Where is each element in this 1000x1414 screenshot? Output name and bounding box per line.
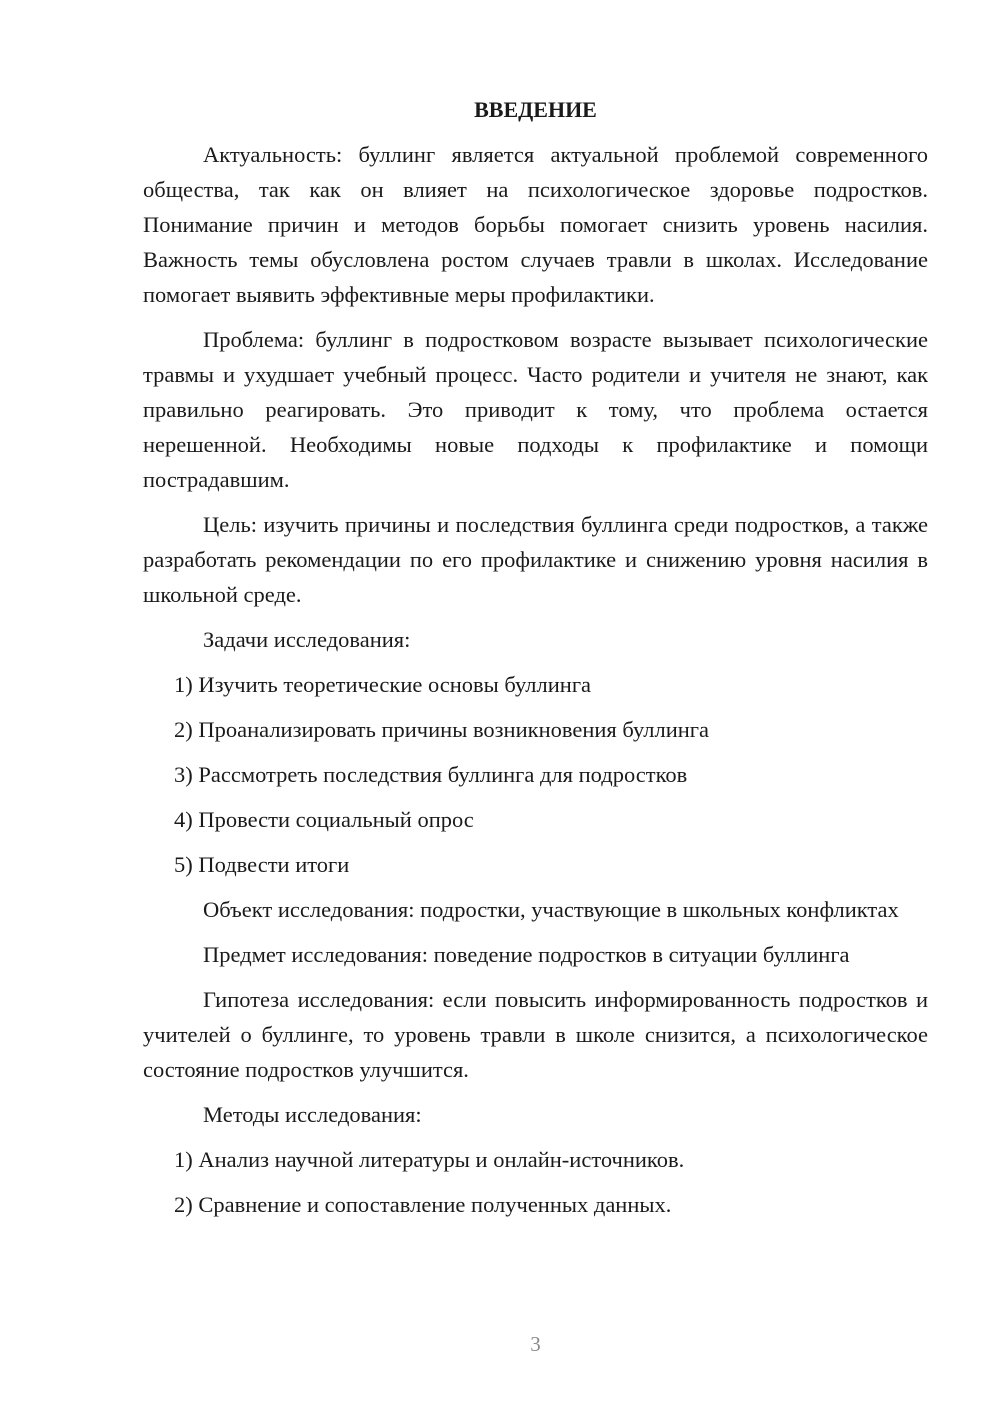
section-title: ВВЕДЕНИЕ [474,97,597,122]
document-page [143,92,928,1232]
task-item-4: 4) Провести социальный опрос [174,807,474,832]
hypothesis-paragraph: Гипотеза исследования: если повысить информированность подростков и учителей о буллинге, то уровень травли в школе снизится, а психологическое состояние подростков улучшится. [143,987,928,1082]
relevance-paragraph: Актуальность: буллинг является актуальной проблемой современного общества, так как он влияет на психологическое здоровье подростков. Понимание причин и методов борьбы помогает снизить уровень насилия. Важность темы обусловлена ростом случаев травли в школах. Исследование помогает выявить эффективные меры профилактики. [143,142,928,307]
object-paragraph: Объект исследования: подростки, участвующие в школьных конфликтах [203,897,899,922]
task-item-5: 5) Подвести итоги [174,852,350,877]
goal-paragraph: Цель: изучить причины и последствия буллинга среди подростков, а также разработать рекомендации по его профилактике и снижению уровня насилия в школьной среде. [143,512,928,607]
task-item-1: 1) Изучить теоретические основы буллинга [174,672,592,697]
page-number: 3 [530,1332,541,1356]
method-item-2: 2) Сравнение и сопоставление полученных данных. [174,1192,672,1217]
subject-paragraph: Предмет исследования: поведение подростков в ситуации буллинга [203,942,850,967]
methods-heading: Методы исследования: [203,1102,422,1127]
tasks-heading: Задачи исследования: [203,627,411,652]
task-item-3: 3) Рассмотреть последствия буллинга для подростков [174,762,688,787]
method-item-1: 1) Анализ научной литературы и онлайн-источников. [174,1147,685,1172]
problem-paragraph: Проблема: буллинг в подростковом возрасте вызывает психологические травмы и ухудшает учебный процесс. Часто родители и учителя не знают, как правильно реагировать. Это приводит к тому, что проблема остается нерешенной. Необходимы новые подходы к профилактике и помощи пострадавшим. [143,327,928,492]
task-item-2: 2) Проанализировать причины возникновения буллинга [174,717,710,742]
